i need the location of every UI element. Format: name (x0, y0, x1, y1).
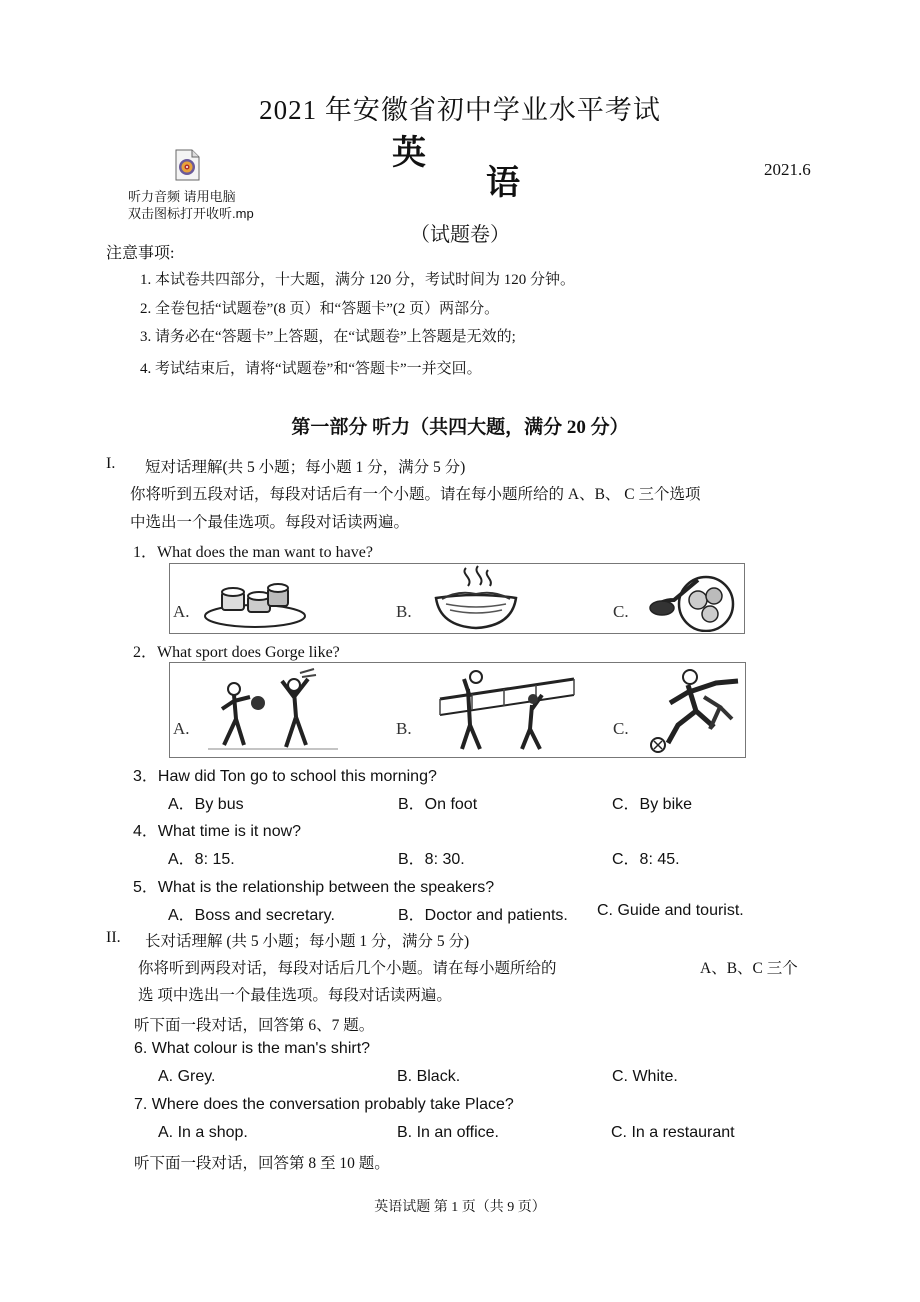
subject-char-1: 英 (392, 134, 426, 172)
page-footer: 英语试题 第 1 页（共 9 页） (374, 1200, 546, 1215)
question-3: 3．Haw did Ton go to school this morning? (133, 768, 437, 785)
notice-item-4: 4. 考试结束后，请将“试题卷”和“答题卡”一并交回。 (140, 361, 482, 377)
section2-instruction-1b: A、B、C 三个 (700, 960, 798, 977)
notice-item-2: 2. 全卷包括“试题卷”(8 页）和“答题卡”(2 页）两部分。 (140, 301, 500, 317)
q1-label-a: A. (173, 602, 190, 621)
listen-prompt-2: 听下面一段对话，回答第 8 至 10 题。 (134, 1155, 390, 1172)
q6-option-b[interactable]: B. Black. (397, 1068, 461, 1085)
noodles-picture[interactable] (428, 564, 524, 632)
question-1-picture-box (169, 563, 745, 634)
q1-label-b: B. (396, 602, 412, 621)
listen-prompt-1: 听下面一段对话，回答第 6、7 题。 (134, 1017, 375, 1034)
q5-option-c[interactable]: C. Guide and tourist. (597, 902, 744, 919)
section1-instruction-2: 中选出一个最佳选项。每段对话读两遍。 (130, 514, 410, 531)
audio-caption-line2: 双击图标打开收听.mp (128, 206, 254, 221)
exam-date: 2021.6 (764, 160, 811, 179)
q6-option-a[interactable]: A. Grey. (158, 1068, 216, 1085)
football-picture[interactable] (640, 667, 744, 753)
question-4: 4．What time is it now? (133, 823, 302, 840)
q5-option-b[interactable]: B．Doctor and patients. (398, 907, 568, 924)
audio-caption (128, 188, 254, 222)
cakes-picture[interactable] (200, 578, 310, 630)
section1-title: 短对话理解(共 5 小题；每小题 1 分，满分 5 分) (145, 459, 466, 476)
notice-item-1: 1. 本试卷共四部分，十大题，满分 120 分，考试时间为 120 分钟。 (140, 272, 576, 288)
q7-option-c[interactable]: C. In a restaurant (611, 1124, 735, 1141)
audio-caption-line1: 听力音频 请用电脑 (128, 189, 236, 204)
question-2: 2．What sport does Gorge like? (133, 644, 340, 661)
basketball-picture[interactable] (198, 667, 348, 753)
section2-number: II. (106, 929, 121, 946)
question-1: 1．What does the man want to have? (133, 544, 373, 561)
part1-heading: 第一部分 听力（共四大题，满分 20 分） (291, 417, 629, 438)
q2-label-b: B. (396, 719, 412, 738)
q2-label-c: C. (613, 719, 629, 738)
q4-option-b[interactable]: B．8: 30. (398, 851, 465, 868)
section1-instruction-1: 你将听到五段对话，每段对话后有一个小题。请在每小题所给的 A、B、 C 三个选项 (130, 486, 701, 503)
q4-option-a[interactable]: A．8: 15. (168, 851, 235, 868)
section2-instruction-2: 选 项中选出一个最佳选项。每段对话读两遍。 (138, 987, 452, 1004)
q7-option-a[interactable]: A. In a shop. (158, 1124, 248, 1141)
question-7: 7. Where does the conversation probably take Place? (134, 1096, 514, 1113)
q4-option-c[interactable]: C．8: 45. (612, 851, 680, 868)
dumplings-picture[interactable] (646, 566, 742, 632)
q6-option-c[interactable]: C. White. (612, 1068, 678, 1085)
volleyball-picture[interactable] (432, 669, 582, 753)
section1-number: I. (106, 455, 116, 472)
notice-heading: 注意事项: (106, 245, 175, 262)
q3-option-a[interactable]: A．By bus (168, 796, 244, 813)
paper-type: （试题卷） (410, 224, 510, 246)
question-5: 5．What is the relationship between the speakers? (133, 879, 495, 896)
subject-char-2: 语 (486, 164, 520, 202)
q3-option-b[interactable]: B．On foot (398, 796, 478, 813)
q2-label-a: A. (173, 719, 190, 738)
question-6: 6. What colour is the man's shirt? (134, 1040, 371, 1057)
q5-option-a[interactable]: A．Boss and secretary. (168, 907, 335, 924)
notice-item-3: 3. 请务必在“答题卡”上答题，在“试题卷”上答题是无效的; (140, 329, 516, 345)
section2-instruction-1a: 你将听到两段对话，每段对话后几个小题。请在每小题所给的 (138, 960, 557, 977)
q1-label-c: C. (613, 602, 629, 621)
audio-file-icon[interactable] (172, 149, 202, 181)
q7-option-b[interactable]: B. In an office. (397, 1124, 499, 1141)
question-2-picture-box (169, 662, 746, 758)
q3-option-c[interactable]: C．By bike (612, 796, 693, 813)
exam-title: 2021 年安徽省初中学业水平考试 (259, 95, 661, 125)
section2-title: 长对话理解 (共 5 小题；每小题 1 分，满分 5 分) (145, 933, 470, 950)
